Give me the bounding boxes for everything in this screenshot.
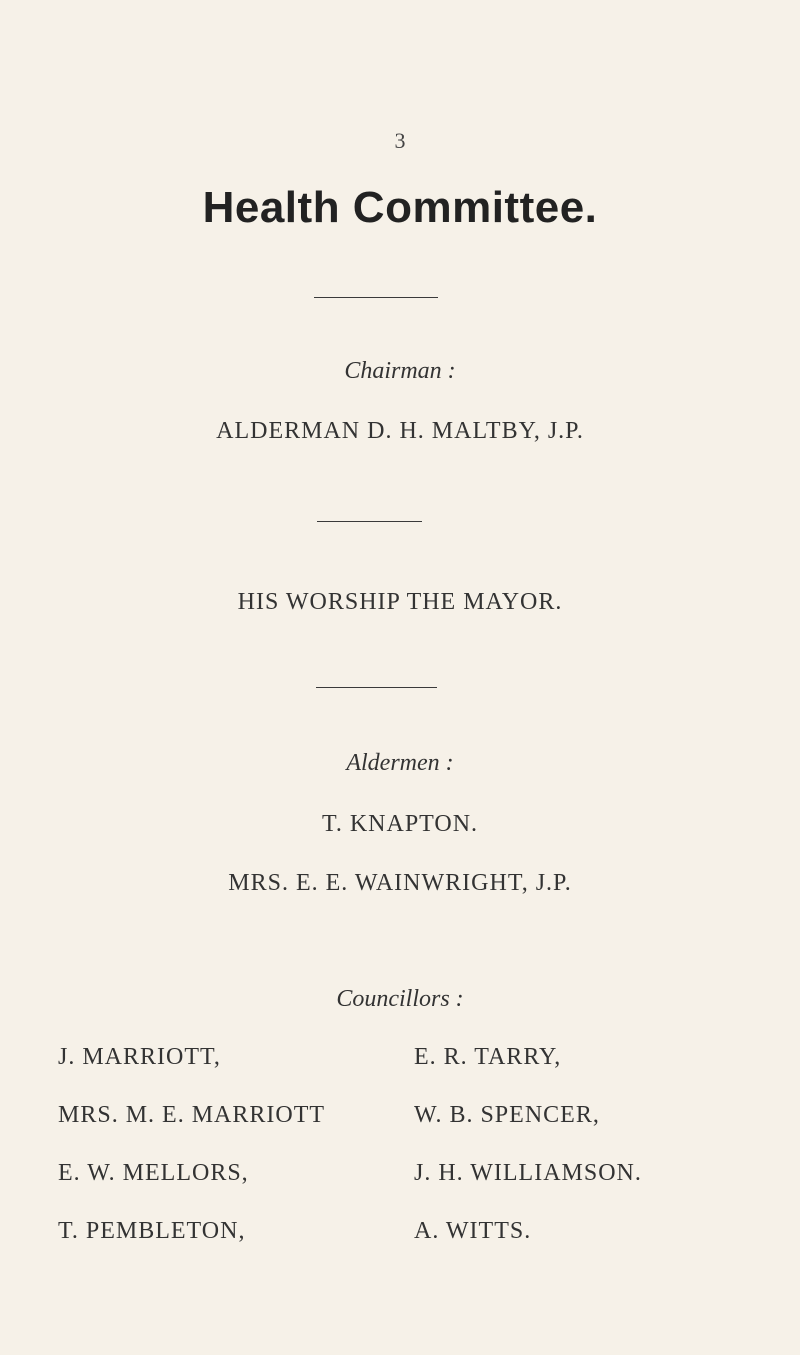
aldermen-heading: Aldermen : (346, 750, 454, 776)
councillor-name: E. W. MELLORS, (58, 1160, 249, 1186)
councillor-name: E. R. TARRY, (414, 1044, 562, 1070)
alderman-name: MRS. E. E. WAINWRIGHT, J.P. (228, 870, 572, 896)
councillor-name: T. PEMBLETON, (58, 1218, 246, 1244)
councillors-heading: Councillors : (336, 986, 464, 1012)
mayor-line: HIS WORSHIP THE MAYOR. (237, 589, 563, 615)
chairman-heading: Chairman : (344, 358, 456, 384)
divider-rule (317, 521, 422, 522)
councillor-name: A. WITTS. (414, 1218, 532, 1244)
page-title: Health Committee. (202, 183, 598, 232)
councillor-name: J. H. WILLIAMSON. (414, 1160, 642, 1186)
chairman-name: ALDERMAN D. H. MALTBY, J.P. (216, 418, 584, 444)
councillor-name: J. MARRIOTT, (58, 1044, 221, 1070)
alderman-name: T. KNAPTON. (321, 811, 479, 837)
divider-rule (316, 687, 437, 688)
councillor-name: MRS. M. E. MARRIOTT (58, 1102, 326, 1128)
divider-rule (314, 297, 438, 298)
page-number: 3 (394, 128, 406, 153)
councillor-name: W. B. SPENCER, (414, 1102, 600, 1128)
